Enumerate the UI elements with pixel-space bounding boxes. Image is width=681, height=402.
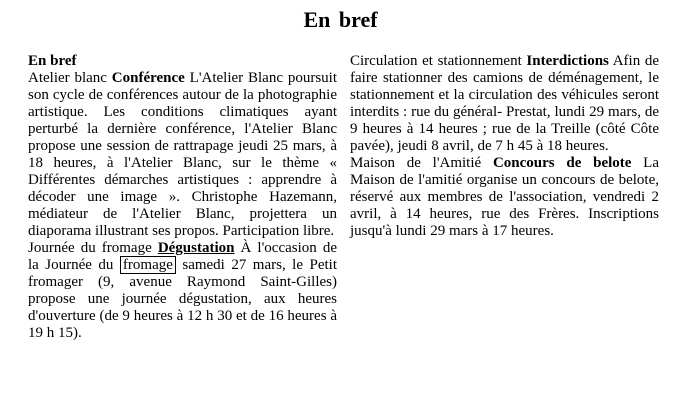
text-segment: samedi 27 mars, le Petit fromager (9, avenue Raymond Saint-Gilles) propose une journée dégustation, aux heures d'ouverture (de 9 heures à 12 h 30 et de 16 heures à 19 h 15).	[28, 257, 337, 341]
right-column-items	[350, 53, 659, 240]
left-column-items	[28, 70, 337, 342]
section-heading: En bref	[28, 53, 77, 69]
text-segment: L'Atelier Blanc poursuit son cycle de conférences autour de la photographie artistique. Les conditions climatiques ayant perturbé la dernière conférence, l'Atelier Blanc propose une session de rattrapage jeudi 25 mars, à 18 heures, à l'Atelier Blanc, sur le thème « Différentes démarches artistiques : apprendre à décoder une image ». Christophe Hazemann, médiateur de l'Atelier Blanc, projettera un diaporama illustrant ses propos. Participation libre.	[28, 70, 337, 239]
text-segment: La Maison de l'amitié organise un concours de belote, réservé aux membres de l'association, vendredi 2 avril, à 14 heures, rue des Frères. Inscriptions jusqu'à lundi 29 mars à 17 heures.	[350, 155, 659, 239]
text-segment: Conférence	[111, 70, 185, 86]
left-column	[28, 53, 337, 342]
news-item	[28, 70, 337, 240]
text-segment: Circulation et stationnement	[350, 53, 527, 69]
text-segment: Interdictions	[526, 53, 609, 69]
boxed-word: fromage	[120, 256, 176, 274]
text-segment: Journée du fromage	[28, 240, 158, 256]
news-item	[28, 240, 337, 342]
text-segment: Afin de faire stationner des camions de déménagement, le stationnement et la circulation des véhicules seront interdits : rue du général- Prestat, lundi 29 mars, de 9 heures à 14 heures ; rue de la Treille (côté Côte pavée), jeudi 8 avril, de 7 h 45 à 18 heures.	[350, 53, 659, 154]
news-item	[350, 155, 659, 240]
text-segment: Dégustation	[157, 240, 235, 256]
two-column-layout	[0, 53, 681, 342]
text-segment: Maison de l'Amitié	[350, 155, 493, 171]
text-segment: Atelier blanc	[28, 70, 112, 86]
news-item	[350, 53, 659, 155]
page-title: En bref	[303, 7, 378, 32]
text-segment: À l'occasion de la Journée du	[28, 240, 338, 273]
right-column	[350, 53, 659, 342]
text-segment: Concours de belote	[492, 155, 632, 171]
